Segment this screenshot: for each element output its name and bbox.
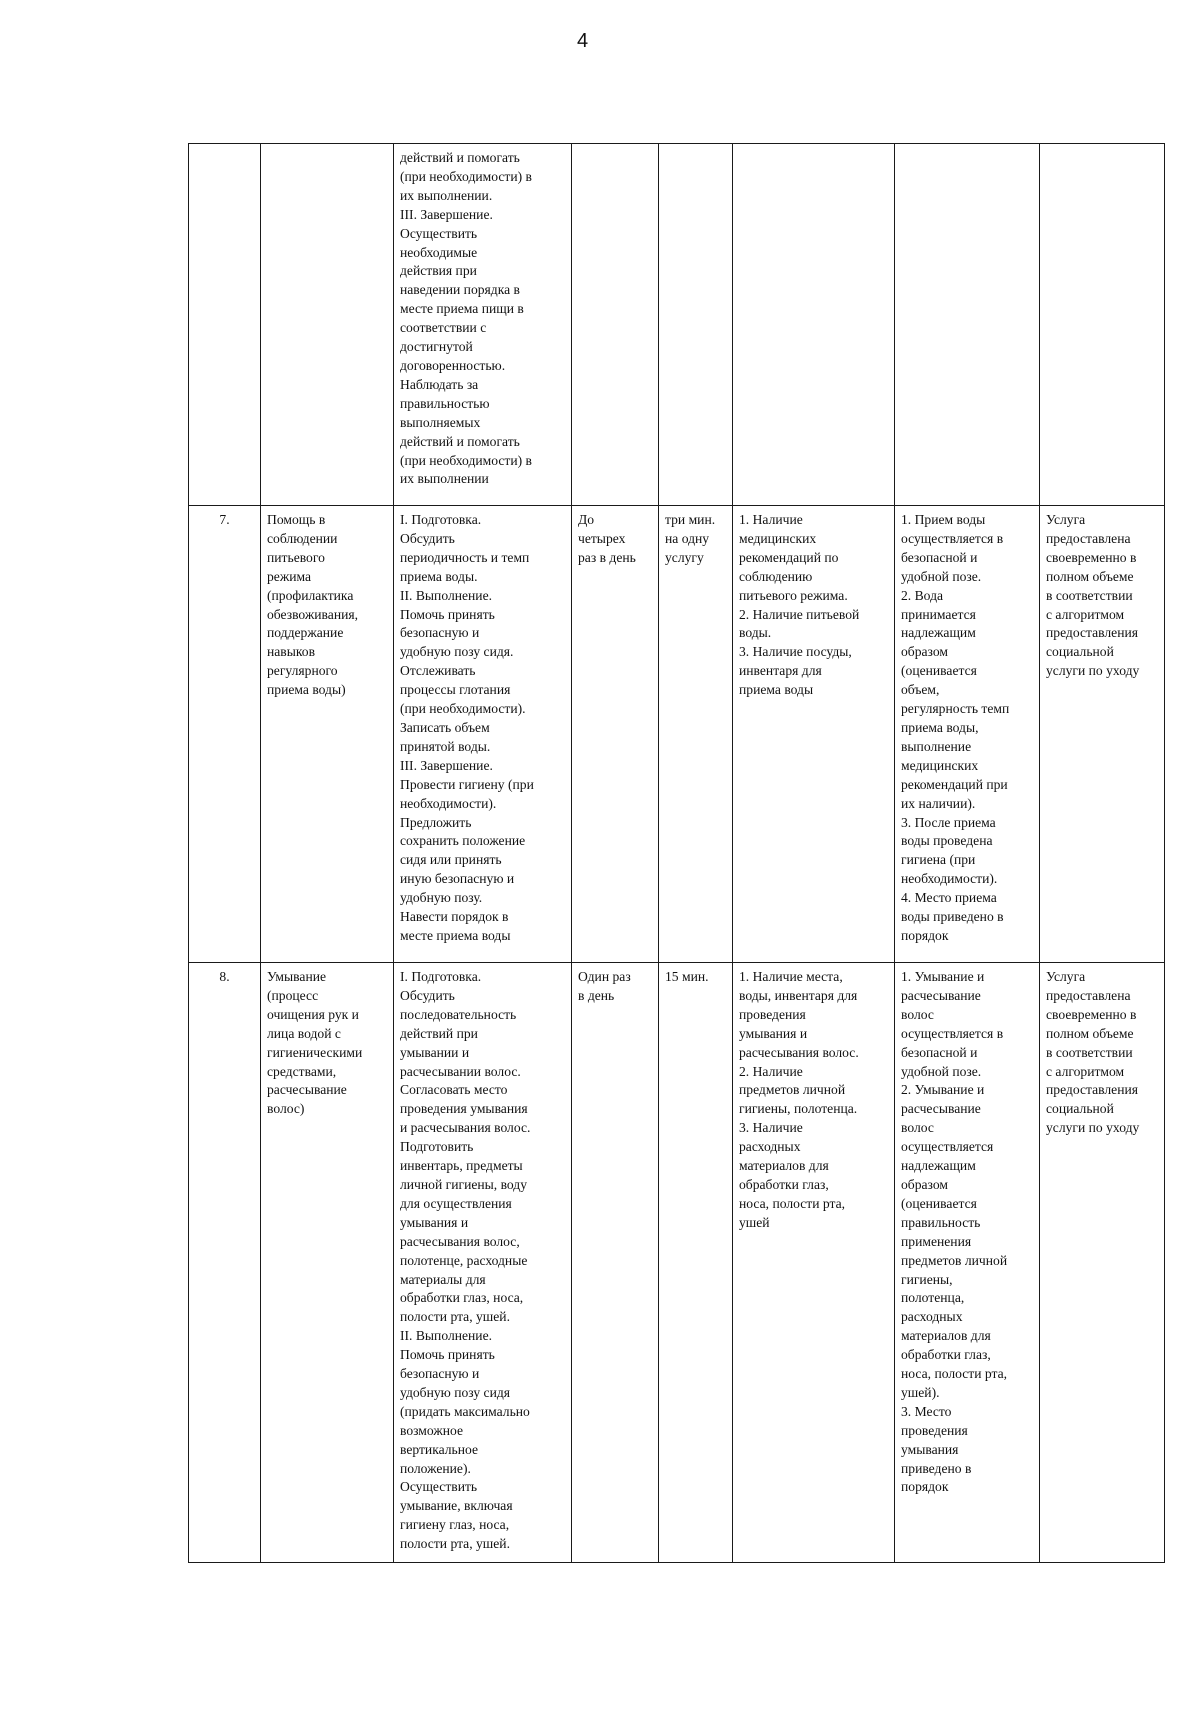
frequency-cell	[572, 963, 659, 1563]
quality-cell	[895, 144, 1040, 506]
time-cell	[659, 144, 733, 506]
row-number: 7.	[219, 512, 230, 527]
service-name: Умывание (процесс очищения рук и лица водой с гигиеническими средствами, расчесывание волос)	[267, 969, 363, 1117]
table-row	[189, 144, 1165, 506]
service-conditions: 1. Наличие медицинских рекомендаций по соблюдению питьевого режима. 2. Наличие питьевой воды. 3. Наличие посуды, инвентаря для приема воды	[739, 512, 860, 698]
result-cell	[1040, 506, 1165, 963]
row-number-cell	[189, 963, 261, 1563]
services-table	[188, 143, 1165, 1563]
service-frequency: Один раз в день	[578, 969, 631, 1003]
service-steps: действий и помогать (при необходимости) в их выполнении. III. Завершение. Осуществить необходимые действия при наведении порядка в месте приема пищи в соответствии с достигнутой договоренностью. Наблюдать за правильностью выполняемых действий и помогать (при необходимости) в их выполнении	[400, 150, 532, 487]
conditions-cell	[733, 144, 895, 506]
service-quality: 1. Умывание и расчесывание волос осуществляется в безопасной и удобной позе. 2. Умывание и расчесывание волос осуществляется надлежащим образом (оценивается правильность применения предметов личной гигиены, полотенца, расходных материалов для обработки глаз, носа, полости рта, ушей). 3. Место проведения умывания приведено в порядок	[901, 969, 1008, 1495]
service-steps: I. Подготовка. Обсудить периодичность и темп приема воды. II. Выполнение. Помочь принять безопасную и удобную позу сидя. Отслеживать процессы глотания (при необходимости). Записать объем принятой воды. III. Завершение. Провести гигиену (при необходимости). Предложить сохранить положение сидя или принять иную безопасную и удобную позу. Навести порядок в месте приема воды	[400, 512, 534, 943]
row-number-cell	[189, 506, 261, 963]
service-quality: 1. Прием воды осуществляется в безопасной и удобной позе. 2. Вода принимается надлежащим образом (оценивается объем, регулярность темп приема воды, выполнение медицинских рекомендаций при их наличии). 3. После приема воды проведена гигиена (при необходимости). 4. Место приема воды приведено в порядок	[901, 512, 1010, 943]
service-steps-cell	[394, 144, 572, 506]
result-cell	[1040, 144, 1165, 506]
page-number: 4	[576, 30, 589, 52]
table-row	[189, 963, 1165, 1563]
quality-cell	[895, 506, 1040, 963]
time-cell	[659, 506, 733, 963]
service-name-cell	[261, 144, 394, 506]
service-steps: I. Подготовка. Обсудить последовательность действий при умывании и расчесывании волос. Согласовать место проведения умывания и расчесывания волос. Подготовить инвентарь, предметы личной гигиены, воду для осуществления умывания и расчесывания волос, полотенце, расходные материалы для обработки глаз, носа, полости рта, ушей. II. Выполнение. Помочь принять безопасную и удобную позу сидя (придать максимально возможное вертикальное положение). Осуществить умывание, включая гигиену глаз, носа, полости рта, ушей.	[400, 969, 531, 1552]
row-number: 8.	[219, 969, 230, 984]
frequency-cell	[572, 144, 659, 506]
result-cell	[1040, 963, 1165, 1563]
frequency-cell	[572, 506, 659, 963]
conditions-cell	[733, 963, 895, 1563]
service-time: 15 мин.	[665, 969, 709, 984]
service-result: Услуга предоставлена своевременно в полном объеме в соответствии с алгоритмом предоставления социальной услуги по уходу	[1046, 969, 1140, 1136]
service-time: три мин. на одну услугу	[665, 512, 716, 565]
service-name: Помощь в соблюдении питьевого режима (профилактика обезвоживания, поддержание навыков регулярного приема воды)	[267, 512, 359, 698]
service-steps-cell	[394, 963, 572, 1563]
service-conditions: 1. Наличие места, воды, инвентаря для проведения умывания и расчесывания волос. 2. Наличие предметов личной гигиены, полотенца. 3. Наличие расходных материалов для обработки глаз, носа, полости рта, ушей	[739, 969, 859, 1230]
quality-cell	[895, 963, 1040, 1563]
time-cell	[659, 963, 733, 1563]
service-frequency: До четырех раз в день	[578, 512, 636, 565]
service-result: Услуга предоставлена своевременно в полном объеме в соответствии с алгоритмом предоставления социальной услуги по уходу	[1046, 512, 1140, 679]
service-steps-cell	[394, 506, 572, 963]
row-number-cell	[189, 144, 261, 506]
service-name-cell	[261, 506, 394, 963]
service-name-cell	[261, 963, 394, 1563]
table-row	[189, 506, 1165, 963]
conditions-cell	[733, 506, 895, 963]
